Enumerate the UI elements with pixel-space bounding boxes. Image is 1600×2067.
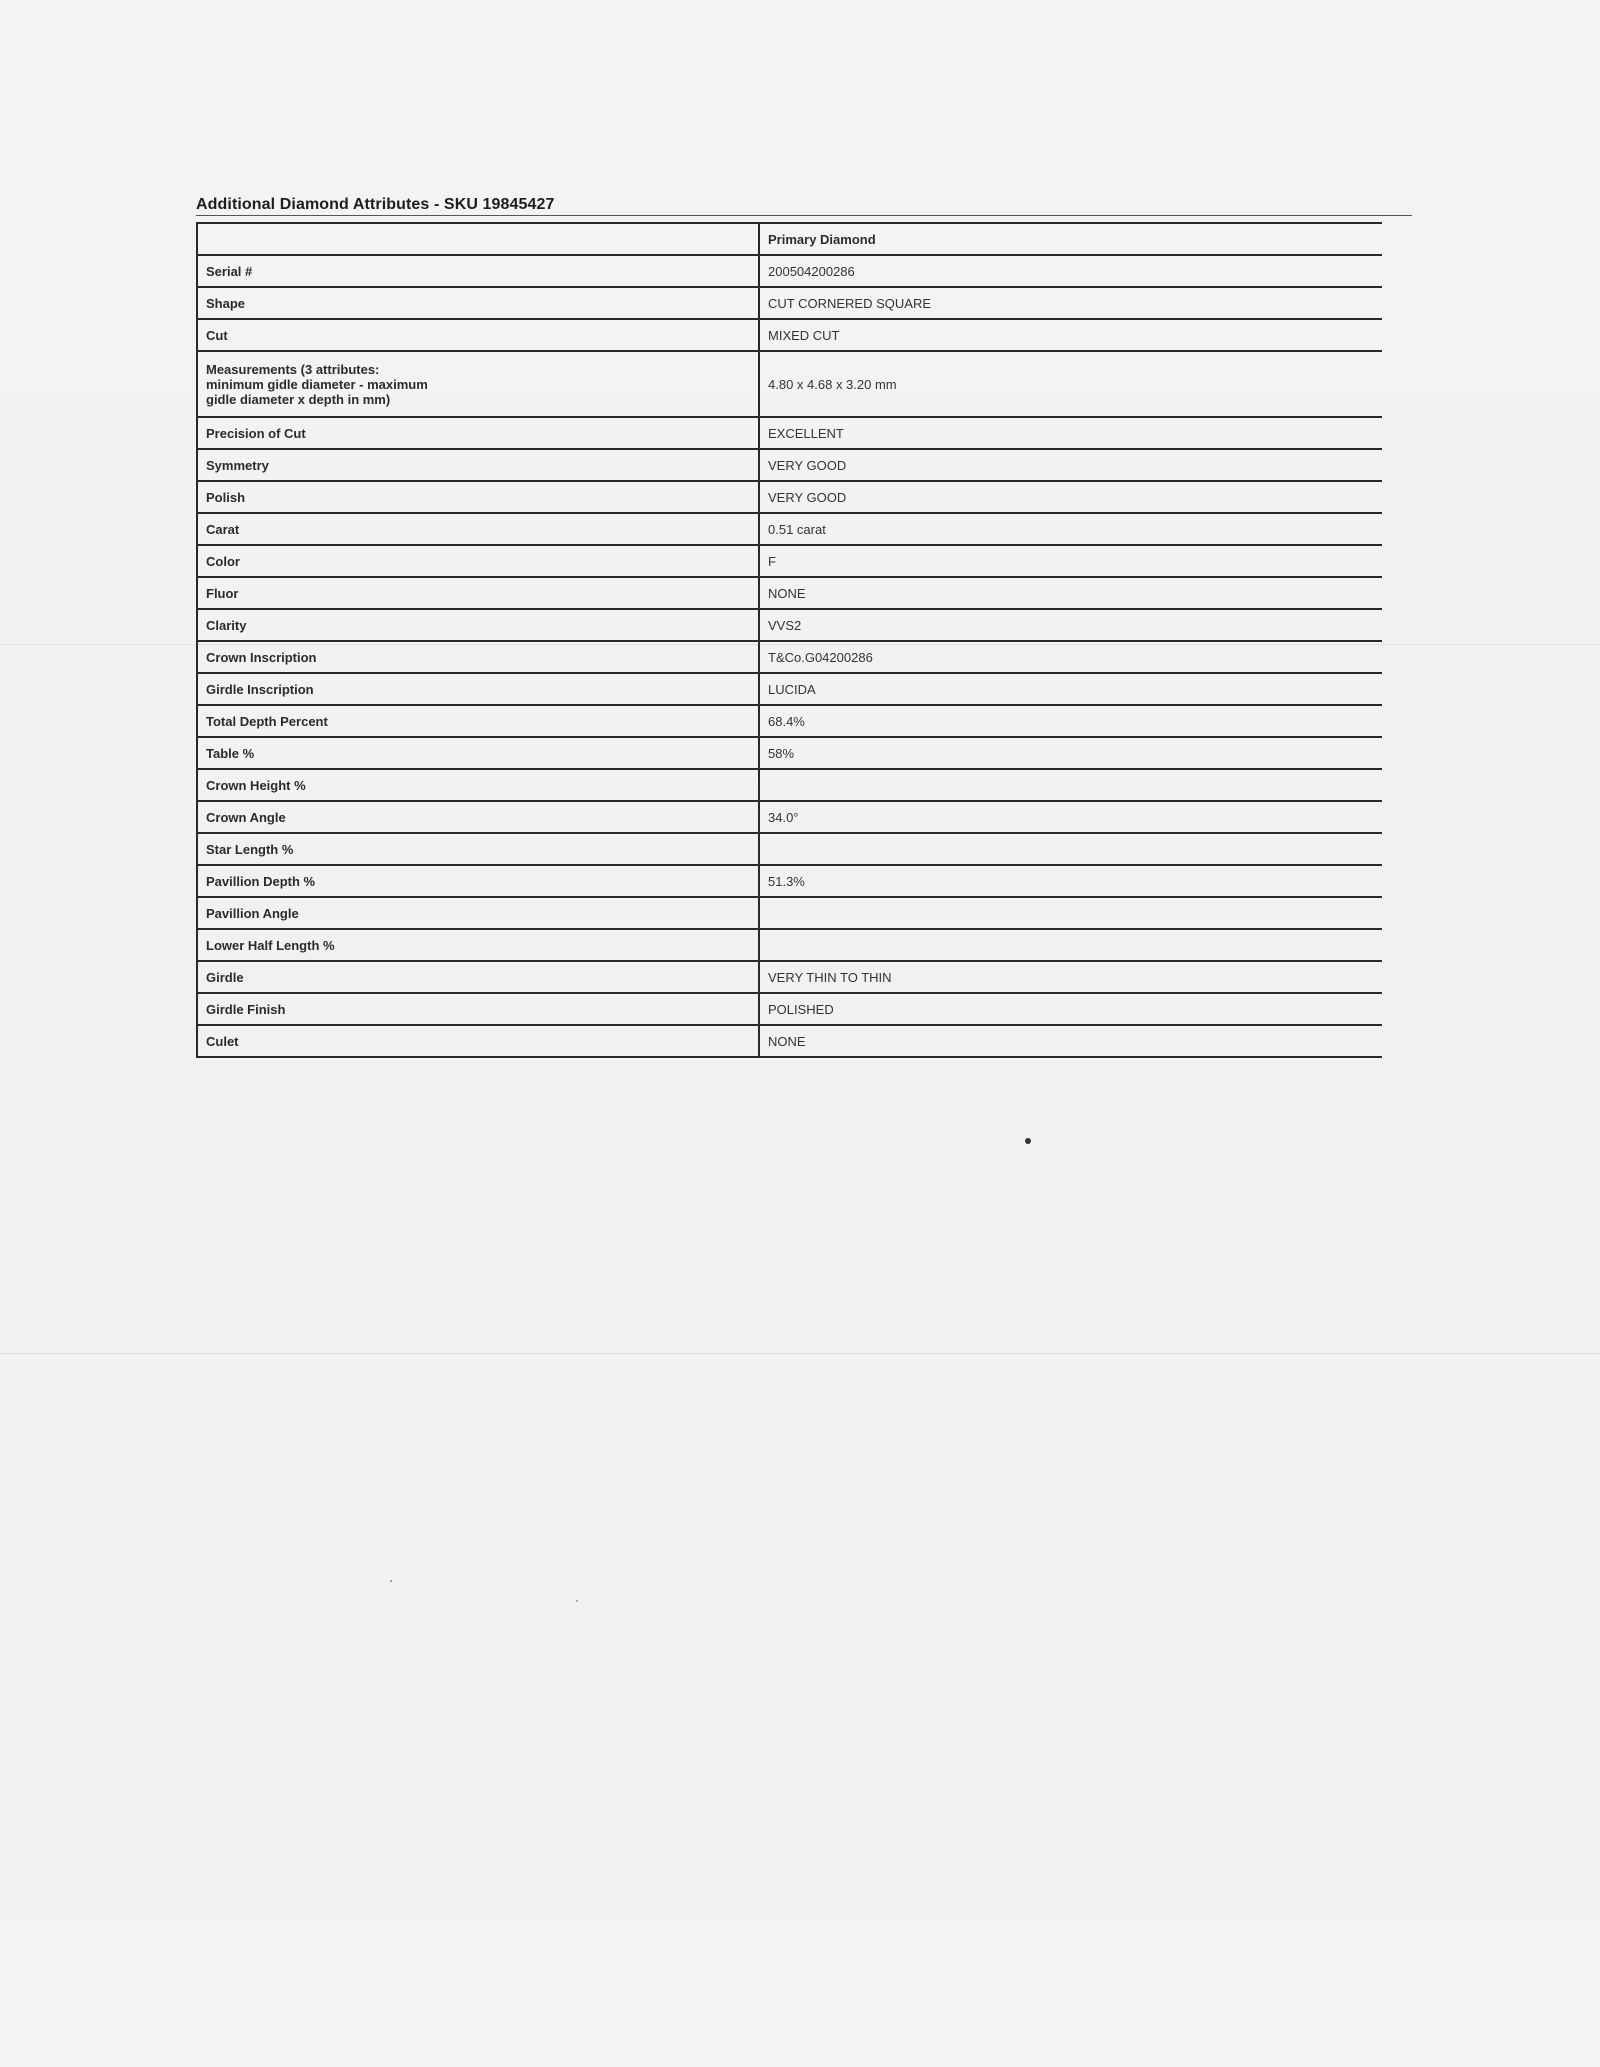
table-row xyxy=(197,545,1382,577)
attribute-label: Clarity xyxy=(197,609,759,641)
attribute-value: VERY GOOD xyxy=(759,481,1382,513)
attribute-label: Serial # xyxy=(197,255,759,287)
table-row xyxy=(197,1025,1382,1057)
attribute-label: Cut xyxy=(197,319,759,351)
attribute-value xyxy=(759,929,1382,961)
table-row xyxy=(197,577,1382,609)
table-row xyxy=(197,993,1382,1025)
table-row xyxy=(197,737,1382,769)
attribute-value: 51.3% xyxy=(759,865,1382,897)
scan-speck xyxy=(576,1600,578,1602)
attribute-value: 68.4% xyxy=(759,705,1382,737)
table-container xyxy=(196,222,1382,1073)
attribute-value: MIXED CUT xyxy=(759,319,1382,351)
table-row xyxy=(197,417,1382,449)
attribute-value: VVS2 xyxy=(759,609,1382,641)
attribute-label: Symmetry xyxy=(197,449,759,481)
attribute-value xyxy=(759,769,1382,801)
attribute-value: NONE xyxy=(759,1025,1382,1057)
attribute-label: Crown Height % xyxy=(197,769,759,801)
attribute-value: 4.80 x 4.68 x 3.20 mm xyxy=(759,351,1382,417)
table-row xyxy=(197,897,1382,929)
header-label-cell xyxy=(197,223,759,255)
title-underline xyxy=(196,215,1412,216)
attribute-value: POLISHED xyxy=(759,993,1382,1025)
attribute-value xyxy=(759,897,1382,929)
attribute-label: Carat xyxy=(197,513,759,545)
attribute-label: Crown Angle xyxy=(197,801,759,833)
attribute-label: Measurements (3 attributes: minimum gidle diameter - maximum gidle diameter x depth in mm) xyxy=(197,351,759,417)
attribute-value: 34.0° xyxy=(759,801,1382,833)
table-row xyxy=(197,641,1382,673)
table-row xyxy=(197,769,1382,801)
document-title: Additional Diamond Attributes - SKU 19845427 xyxy=(196,196,555,213)
table-row xyxy=(197,865,1382,897)
attribute-label: Pavillion Depth % xyxy=(197,865,759,897)
attribute-value: EXCELLENT xyxy=(759,417,1382,449)
table-row xyxy=(197,513,1382,545)
table-row xyxy=(197,255,1382,287)
table-row xyxy=(197,833,1382,865)
table-row xyxy=(197,351,1382,417)
attribute-label: Girdle Finish xyxy=(197,993,759,1025)
attribute-value: 58% xyxy=(759,737,1382,769)
attribute-label: Total Depth Percent xyxy=(197,705,759,737)
attribute-value xyxy=(759,833,1382,865)
attribute-value: T&Co.G04200286 xyxy=(759,641,1382,673)
table-row xyxy=(197,801,1382,833)
table-row xyxy=(197,705,1382,737)
attribute-label: Shape xyxy=(197,287,759,319)
paper-fold-line xyxy=(0,1352,1600,1355)
attribute-label: Precision of Cut xyxy=(197,417,759,449)
table-row xyxy=(197,929,1382,961)
attribute-value: CUT CORNERED SQUARE xyxy=(759,287,1382,319)
attribute-value: 200504200286 xyxy=(759,255,1382,287)
diamond-attributes-table xyxy=(196,222,1382,1058)
table-row xyxy=(197,673,1382,705)
scan-speck xyxy=(390,1580,392,1582)
scan-speck xyxy=(1025,1138,1031,1144)
attribute-label: Fluor xyxy=(197,577,759,609)
table-row xyxy=(197,609,1382,641)
attribute-label: Lower Half Length % xyxy=(197,929,759,961)
attribute-value: VERY GOOD xyxy=(759,449,1382,481)
table-row xyxy=(197,287,1382,319)
attribute-label: Star Length % xyxy=(197,833,759,865)
attribute-label: Polish xyxy=(197,481,759,513)
attribute-label: Crown Inscription xyxy=(197,641,759,673)
attribute-value: VERY THIN TO THIN xyxy=(759,961,1382,993)
attribute-label: Table % xyxy=(197,737,759,769)
attribute-label: Color xyxy=(197,545,759,577)
attribute-label: Girdle Inscription xyxy=(197,673,759,705)
attribute-value: LUCIDA xyxy=(759,673,1382,705)
table-row xyxy=(197,449,1382,481)
attribute-value: NONE xyxy=(759,577,1382,609)
table-header-row xyxy=(197,223,1382,255)
table-row xyxy=(197,481,1382,513)
table-row xyxy=(197,319,1382,351)
attribute-label: Girdle xyxy=(197,961,759,993)
attribute-label: Pavillion Angle xyxy=(197,897,759,929)
attribute-label: Culet xyxy=(197,1025,759,1057)
attribute-value: 0.51 carat xyxy=(759,513,1382,545)
header-primary-diamond: Primary Diamond xyxy=(759,223,1382,255)
attribute-value: F xyxy=(759,545,1382,577)
table-row xyxy=(197,961,1382,993)
